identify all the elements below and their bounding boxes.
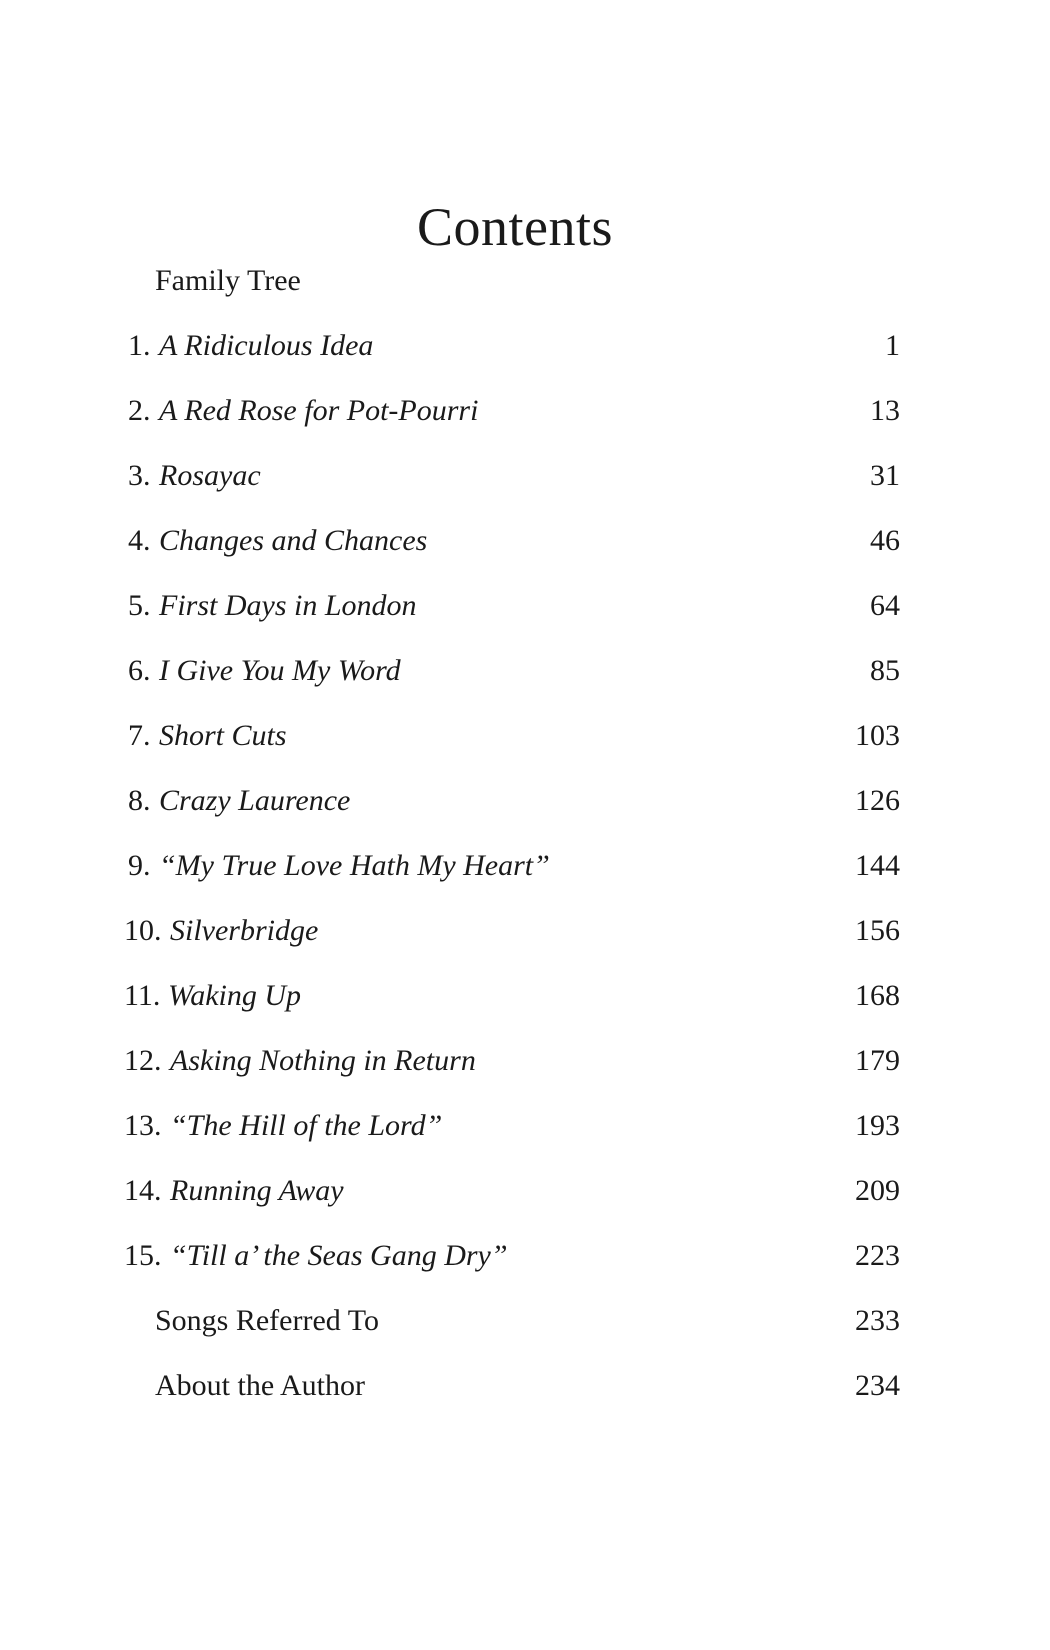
page-number: 144 [855,849,900,882]
toc-back-entry[interactable] [0,1288,1050,1353]
page-number: 209 [855,1174,900,1207]
page-number: 103 [855,719,900,752]
table-of-contents [0,248,1050,1418]
chapter-title: Changes and Chances [159,524,428,557]
chapter-number: 7. [128,719,151,752]
toc-chapter-entry[interactable] [0,573,1050,638]
chapter-title: Short Cuts [159,719,287,752]
toc-chapter-entry[interactable] [0,963,1050,1028]
toc-chapter-entry[interactable] [0,1093,1050,1158]
chapter-number: 9. [128,849,151,882]
chapter-title: A Red Rose for Pot-Pourri [159,394,479,427]
page-title: Contents [416,197,613,258]
chapter-number: 6. [128,654,151,687]
chapter-number: 2. [128,394,151,427]
chapter-title: Crazy Laurence [159,784,351,817]
page-number: 223 [855,1239,900,1272]
chapter-number: 1. [128,329,151,362]
page-number: 1 [885,329,900,362]
toc-front-entry[interactable] [0,248,1050,313]
chapter-number: 11. [124,979,161,1012]
page-number: 31 [870,459,900,492]
page-number: 193 [855,1109,900,1142]
chapter-number: 8. [128,784,151,817]
toc-chapter-entry[interactable] [0,313,1050,378]
chapter-number: 3. [128,459,151,492]
chapter-number: 14. [124,1174,162,1207]
chapter-title: Rosayac [159,459,261,492]
chapter-number: 13. [124,1109,162,1142]
toc-chapter-entry[interactable] [0,378,1050,443]
chapter-number: 4. [128,524,151,557]
chapter-title: “My True Love Hath My Heart” [159,849,550,882]
page-number: 233 [855,1304,900,1337]
chapter-title: Running Away [170,1174,344,1207]
section-title: Songs Referred To [155,1304,379,1337]
chapter-title: I Give You My Word [159,654,401,687]
toc-chapter-entry[interactable] [0,1158,1050,1223]
chapter-title: Silverbridge [170,914,319,947]
toc-chapter-entry[interactable] [0,443,1050,508]
toc-chapter-entry[interactable] [0,703,1050,768]
chapter-title: A Ridiculous Idea [159,329,374,362]
page-number: 234 [855,1369,900,1402]
chapter-number: 5. [128,589,151,622]
toc-chapter-entry[interactable] [0,508,1050,573]
toc-chapter-entry[interactable] [0,768,1050,833]
page-number: 13 [870,394,900,427]
section-title: Family Tree [155,264,301,297]
page-number: 126 [855,784,900,817]
page-number: 46 [870,524,900,557]
page-number: 168 [855,979,900,1012]
chapter-title: “Till a’ the Seas Gang Dry” [170,1239,508,1272]
page-number: 85 [870,654,900,687]
chapter-number: 12. [124,1044,162,1077]
section-title: About the Author [155,1369,365,1402]
chapter-number: 10. [124,914,162,947]
toc-chapter-entry[interactable] [0,898,1050,963]
chapter-number: 15. [124,1239,162,1272]
toc-chapter-entry[interactable] [0,1028,1050,1093]
toc-chapter-entry[interactable] [0,833,1050,898]
toc-chapter-entry[interactable] [0,638,1050,703]
page-number: 179 [855,1044,900,1077]
chapter-title: “The Hill of the Lord” [170,1109,443,1142]
toc-back-entry[interactable] [0,1353,1050,1418]
toc-chapter-entry[interactable] [0,1223,1050,1288]
page-number: 156 [855,914,900,947]
page-number: 64 [870,589,900,622]
chapter-title: First Days in London [159,589,417,622]
chapter-title: Waking Up [168,979,302,1012]
chapter-title: Asking Nothing in Return [170,1044,476,1077]
